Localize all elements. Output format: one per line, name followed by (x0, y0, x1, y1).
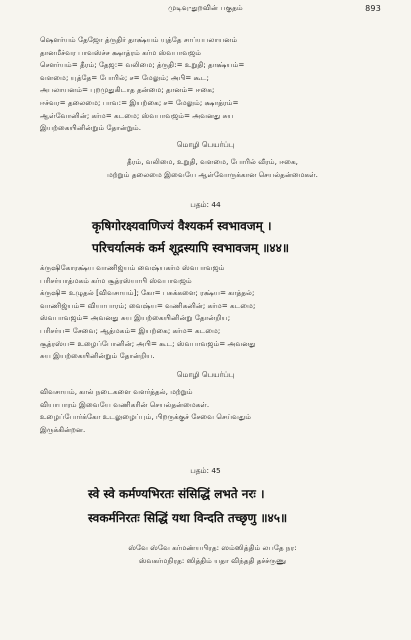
text-line: வியாபாரம் இவையே வணிகரின் செயல்தன்மைகள். (40, 399, 210, 409)
text-line: பரிசர்ய= சேவை; ஆத்மகம்= இயற்கை; கர்ம= கடமை; (40, 325, 221, 335)
text-line: சௌர்யம்= தீரம்; தேஜ:= வலிமை; த்ருதி:= உறுதி; தாக்ஷ்யம்= (40, 60, 245, 70)
text-line: க்ருஷி= உழுதல் [விவசாயம்]; கோ= பசுக்களை; ரக்ஷ்ய= காத்தல்; (40, 288, 255, 298)
text-line: க்ருஷிகோரக்ஷ்ய வாணிஜ்யம் வைஷ்யகர்ம ஸ்வபாவஜம் (40, 263, 225, 272)
header-title: முடிவு-துறவின் பகுதம் (168, 4, 243, 12)
verse44-transliteration-and-glossary (40, 262, 385, 363)
sanskrit-verse-44-line1: कृषिगोरक्ष्यवाणिज्यं वैश्यकर्म स्वभावजम् । (92, 219, 272, 233)
verse44-translation (40, 386, 385, 436)
text-line: ஈச்வர= தலைமை; பாவ:= இயற்கை; ச= மேலும்; க்ஷாத்ரம்= (40, 97, 239, 107)
text-line: சுய இயற்கையினின்றும் தோன்றிய. (40, 351, 155, 361)
verse-number-label: பதம்: 45 (190, 466, 221, 475)
text-line: விவசாயம், கால் நடைகளை வளர்த்தல், மற்றும் (40, 387, 193, 396)
text-line: இருக்கின்றன. (40, 424, 86, 434)
text-line: ஸ்வகர்மநிரத: ஸித்திம் யதா விந்ததி தச்ச்ருணு (138, 555, 287, 565)
text-line: ஸ்வே ஸ்வே கர்மண்யபிரத: ஸம்ஸித்திம் லபதே நர: (128, 543, 297, 552)
text-line: தானமீச்வர பாவஸ்ச்ச க்ஷாத்ரம் கர்ம ஸ்வபாவஜம் (40, 47, 202, 57)
text-line: தீரம், வலிமை, உறுதி, வளமை, போரில் வீரம், ஈகை, (127, 157, 298, 166)
text-line: சூத்ரஸ்ய= உழைப்போனின்; அபி= கூட; ஸ்வபாவஜம்= அவனது (40, 338, 256, 348)
verse-number-label: பதம்: 44 (190, 200, 221, 209)
text-line: மற்றும் தலைமை இவையே ஆள்வோருக்கான செயல்தன்மைகள். (107, 169, 318, 179)
text-line: பரிசர்யாத்மகம் கர்ம சூத்ரஸ்யாபி ஸ்வபாவஜம் (40, 275, 192, 285)
verse43-translation (40, 156, 385, 181)
text-line: ஷௌர்யம் தேஜோ த்ருதிர் தாக்ஷ்யம் யுத்தே சாப்யபலாயனம் (40, 35, 238, 44)
page-number: 893 (365, 4, 381, 13)
text-line: வாணிஜ்யம்= வியாபாரம்; வைஷ்ய= வணிகனின்; கர்ம= கடமை; (40, 300, 256, 310)
text-line: வளமை; யுத்தே= போரில்; ச= மேலும்; அபி= கூட; (40, 72, 209, 82)
verse43-transliteration-and-glossary (40, 34, 385, 135)
text-line: இயற்கையினின்றும் தோன்றும். (40, 123, 142, 133)
running-header (0, 4, 411, 18)
text-line: உழைப்போர்க்கோ உடலுழைப்பும், பிறருக்குச் சேவை செய்வதும் (40, 412, 252, 422)
sanskrit-verse-45-line1: स्वे स्वे कर्मण्यभिरतः संसिद्धिं लभते नरः । (88, 487, 265, 501)
text-line: ஆள்வோனின்; கர்ம= கடமை; ஸ்வபாவஜம்= அவனது சுய (40, 110, 234, 120)
text-line: ஸ்வபாவஜம்= அவனது சுய இயற்கையினின்று தோன்றிய; (40, 313, 231, 323)
verse45-transliteration (40, 542, 385, 567)
translation-heading: மொழி பெயர்ப்பு (176, 140, 235, 149)
sanskrit-verse-45-line2: स्वकर्मनिरतः सिद्धिं यथा विन्दति तच्छृणु ॥४५॥ (88, 511, 288, 525)
sanskrit-verse-44-line2: परिचर्यात्मकं कर्म शूद्रस्यापि स्वभावजम् ॥४४॥ (92, 241, 290, 255)
text-line: அபலாயனம்= புறமுதுகிடாத தன்மை; தானம்= ஈகை; (40, 85, 215, 95)
translation-heading: மொழி பெயர்ப்பு (176, 370, 235, 379)
